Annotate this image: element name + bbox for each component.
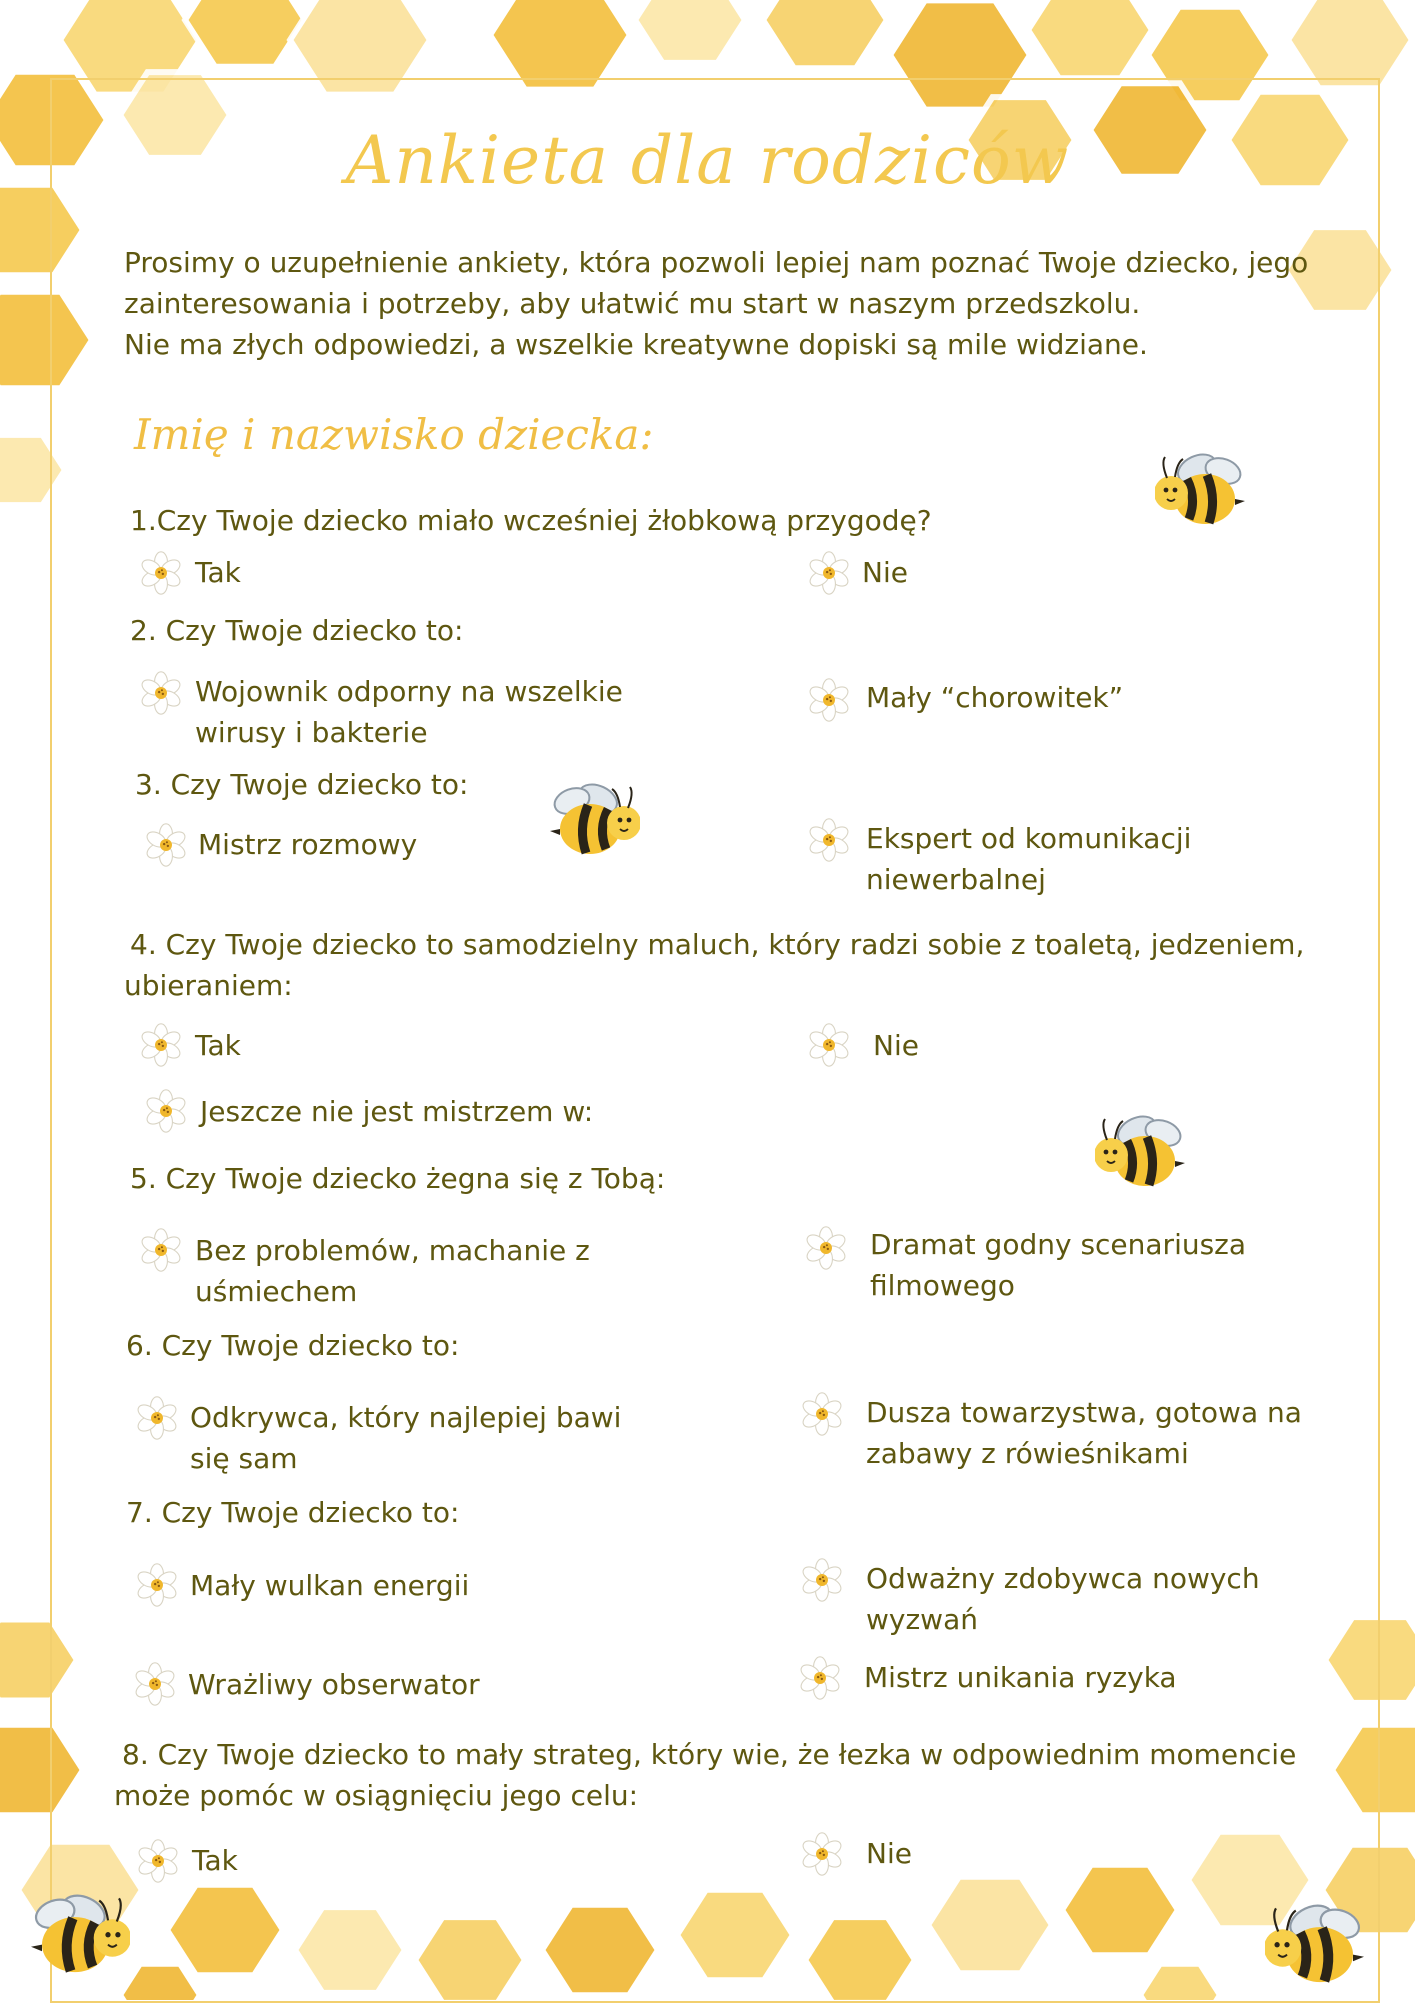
q5-option-b-line-2: filmowego xyxy=(870,1269,1015,1302)
q3-option-ekspert[interactable] xyxy=(866,818,1191,900)
q8-option-tak[interactable]: Tak xyxy=(192,1844,238,1877)
q6-option-b-line-1: Dusza towarzystwa, gotowa na xyxy=(866,1396,1302,1429)
q6-option-a-line-1: Odkrywca, który najlepiej bawi xyxy=(190,1401,622,1434)
daisy-flower-icon[interactable] xyxy=(797,1655,843,1701)
q6-option-a-line-2: się sam xyxy=(190,1442,298,1475)
daisy-flower-icon[interactable] xyxy=(799,1391,845,1437)
q6-option-dusza-towarzystwa[interactable] xyxy=(866,1392,1302,1474)
daisy-flower-icon[interactable] xyxy=(143,1088,189,1134)
bee-icon xyxy=(1265,1898,1375,1998)
question-6: 6. Czy Twoje dziecko to: xyxy=(126,1329,460,1362)
q4-option-nie[interactable]: Nie xyxy=(873,1029,919,1062)
intro-line-2: zainteresowania i potrzeby, aby ułatwić mu start w naszym przedszkolu. xyxy=(124,287,1141,320)
q6-option-odkrywca[interactable] xyxy=(190,1397,621,1479)
q2-option-wojownik[interactable] xyxy=(195,671,623,753)
daisy-flower-icon[interactable] xyxy=(134,1395,180,1441)
q5-option-a-line-1: Bez problemów, machanie z xyxy=(195,1234,590,1267)
daisy-flower-icon[interactable] xyxy=(806,1022,852,1068)
q8-option-nie[interactable]: Nie xyxy=(866,1837,912,1870)
daisy-flower-icon[interactable] xyxy=(134,1562,180,1608)
daisy-flower-icon[interactable] xyxy=(799,1831,845,1877)
bee-icon xyxy=(540,778,640,868)
daisy-flower-icon[interactable] xyxy=(799,1557,845,1603)
bee-icon xyxy=(1095,1110,1195,1200)
q4-option-jeszcze-nie[interactable]: Jeszcze nie jest mistrzem w: xyxy=(200,1095,594,1128)
question-4-line-1: 4. Czy Twoje dziecko to samodzielny maluch, który radzi sobie z toaletą, jedzeniem, xyxy=(130,928,1305,961)
question-4-line-2: ubieraniem: xyxy=(124,969,293,1002)
question-1: 1.Czy Twoje dziecko miało wcześniej żłobkową przygodę? xyxy=(130,504,932,537)
q5-option-dramat[interactable] xyxy=(870,1224,1246,1306)
child-name-label: Imię i nazwisko dziecka: xyxy=(134,410,654,459)
intro-text xyxy=(124,242,1334,365)
q3-option-mistrz-rozmowy[interactable]: Mistrz rozmowy xyxy=(198,828,418,861)
q5-option-b-line-1: Dramat godny scenariusza xyxy=(870,1228,1247,1261)
daisy-flower-icon[interactable] xyxy=(138,670,184,716)
daisy-flower-icon[interactable] xyxy=(138,1022,184,1068)
q4-option-tak[interactable]: Tak xyxy=(195,1029,241,1062)
q7-option-b-line-1: Odważny zdobywca nowych xyxy=(866,1562,1260,1595)
question-4 xyxy=(124,924,1304,1006)
q7-option-unikania-ryzyka[interactable]: Mistrz unikania ryzyka xyxy=(864,1661,1177,1694)
daisy-flower-icon[interactable] xyxy=(803,1225,849,1271)
q1-option-nie[interactable]: Nie xyxy=(862,556,908,589)
q6-option-b-line-2: zabawy z rówieśnikami xyxy=(866,1437,1189,1470)
q5-option-bez-problemow[interactable] xyxy=(195,1230,590,1312)
page-title: Ankieta dla rodziców xyxy=(345,122,1070,199)
q3-option-b-line-1: Ekspert od komunikacji xyxy=(866,822,1192,855)
question-3: 3. Czy Twoje dziecko to: xyxy=(135,768,469,801)
daisy-flower-icon[interactable] xyxy=(138,550,184,596)
q5-option-a-line-2: uśmiechem xyxy=(195,1275,358,1308)
q7-option-b-line-2: wyzwań xyxy=(866,1603,978,1636)
question-7: 7. Czy Twoje dziecko to: xyxy=(126,1496,460,1529)
question-8-line-1: 8. Czy Twoje dziecko to mały strateg, który wie, że łezka w odpowiednim momencie xyxy=(122,1738,1297,1771)
bee-icon xyxy=(1155,448,1255,538)
q7-option-obserwator[interactable]: Wrażliwy obserwator xyxy=(188,1668,480,1701)
question-5: 5. Czy Twoje dziecko żegna się z Tobą: xyxy=(130,1162,666,1195)
daisy-flower-icon[interactable] xyxy=(806,817,852,863)
q2-option-a-line-1: Wojownik odporny na wszelkie xyxy=(195,675,623,708)
daisy-flower-icon[interactable] xyxy=(135,1838,181,1884)
question-8-line-2: może pomóc w osiągnięciu jego celu: xyxy=(114,1779,639,1812)
q7-option-wulkan[interactable]: Mały wulkan energii xyxy=(190,1569,470,1602)
intro-line-3: Nie ma złych odpowiedzi, a wszelkie kreatywne dopiski są mile widziane. xyxy=(124,328,1148,361)
daisy-flower-icon[interactable] xyxy=(143,822,189,868)
q1-option-tak[interactable]: Tak xyxy=(195,556,241,589)
daisy-flower-icon[interactable] xyxy=(806,677,852,723)
bee-icon xyxy=(20,1888,130,1988)
q2-option-chorowitek[interactable]: Mały “chorowitek” xyxy=(866,681,1124,714)
daisy-flower-icon[interactable] xyxy=(132,1661,178,1707)
intro-line-1: Prosimy o uzupełnienie ankiety, która pozwoli lepiej nam poznać Twoje dziecko, jego xyxy=(124,246,1309,279)
daisy-flower-icon[interactable] xyxy=(138,1227,184,1273)
question-8 xyxy=(114,1734,1296,1816)
daisy-flower-icon[interactable] xyxy=(806,550,852,596)
q3-option-b-line-2: niewerbalnej xyxy=(866,863,1046,896)
question-2: 2. Czy Twoje dziecko to: xyxy=(130,614,464,647)
q7-option-zdobywca[interactable] xyxy=(866,1558,1260,1640)
q2-option-a-line-2: wirusy i bakterie xyxy=(195,716,428,749)
